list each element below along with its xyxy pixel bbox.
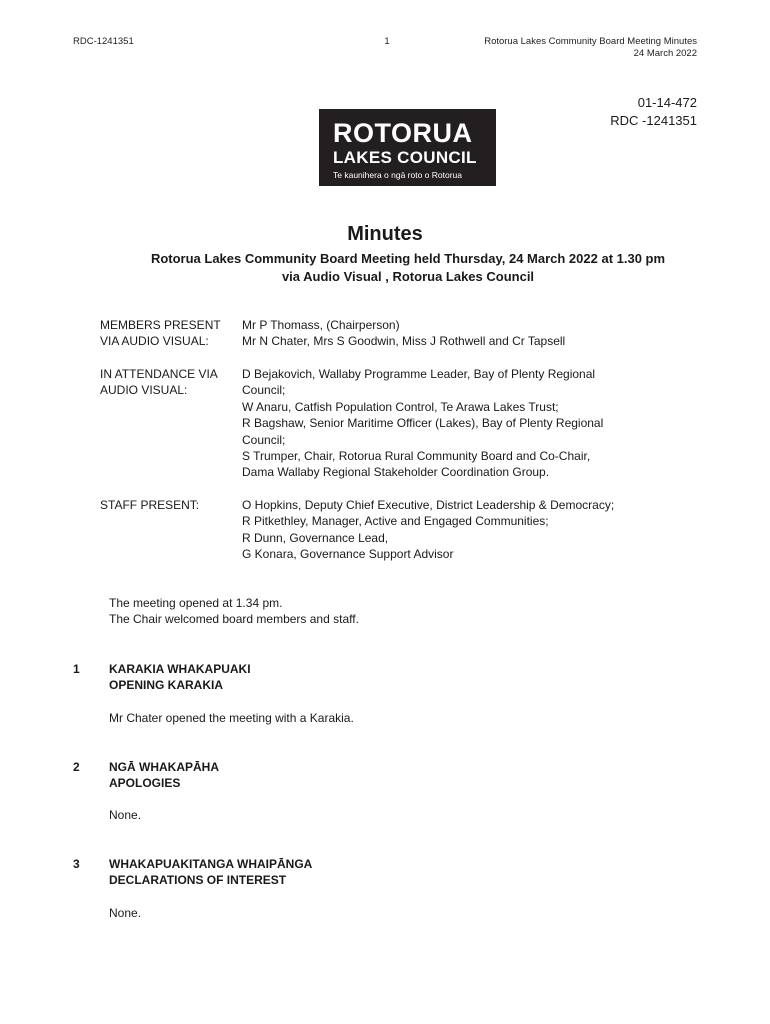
members-present-list	[242, 317, 682, 350]
section-heading-maori: KARAKIA WHAKAPUAKI	[109, 662, 251, 676]
page-title: Minutes	[347, 223, 423, 245]
logo-text-rotorua: ROTORUA	[333, 118, 473, 148]
section-heading	[109, 661, 251, 694]
header-title: Rotorua Lakes Community Board Meeting Minutes	[484, 36, 697, 47]
attendee-line: Council;	[242, 432, 286, 447]
section-body: Mr Chater opened the meeting with a Karakia.	[109, 711, 354, 725]
attendee-line: W Anaru, Catfish Population Control, Te Arawa Lakes Trust;	[242, 399, 559, 414]
council-logo	[319, 109, 496, 186]
staff-present-list	[242, 497, 682, 563]
subtitle-line-2: via Audio Visual , Rotorua Lakes Council	[281, 269, 535, 284]
logo-text-lakes-council: LAKES COUNCIL	[333, 148, 477, 167]
section-heading-maori: NGĀ WHAKAPĀHA	[109, 760, 219, 774]
staff-present-label	[100, 497, 235, 513]
attendee-line: R Pitkethley, Manager, Active and Engaged Communities;	[242, 514, 549, 529]
section-body: None.	[109, 808, 142, 822]
opening-paragraph	[109, 595, 359, 628]
attendee-line: Council;	[242, 383, 286, 398]
section-number: 3	[73, 857, 80, 871]
section-heading-english: APOLOGIES	[109, 776, 181, 791]
attendee-line: R Bagshaw, Senior Maritime Officer (Lakes), Bay of Plenty Regional	[242, 416, 604, 431]
members-present-label	[100, 317, 235, 350]
rdc-reference: RDC -1241351	[610, 113, 697, 128]
in-attendance-list	[242, 366, 682, 481]
label-line: IN ATTENDANCE VIA	[100, 367, 218, 381]
doc-title-header	[484, 36, 697, 60]
attendee-line: O Hopkins, Deputy Chief Executive, District Leadership & Democracy;	[242, 498, 615, 512]
header-date: 24 March 2022	[633, 48, 697, 59]
label-line: VIA AUDIO VISUAL:	[100, 334, 209, 349]
section-heading	[109, 856, 312, 889]
label-line: STAFF PRESENT:	[100, 498, 200, 512]
label-line: AUDIO VISUAL:	[100, 383, 188, 398]
attendee-line: G Konara, Governance Support Advisor	[242, 547, 454, 562]
opening-line: The Chair welcomed board members and staff.	[109, 612, 359, 627]
subtitle-line-1: Rotorua Lakes Community Board Meeting held Thursday, 24 March 2022 at 1.30 pm	[150, 251, 666, 266]
section-heading-english: OPENING KARAKIA	[109, 678, 224, 693]
attendee-line: R Dunn, Governance Lead,	[242, 530, 389, 545]
attendee-line: Mr P Thomass, (Chairperson)	[242, 318, 400, 332]
section-number: 1	[73, 662, 80, 676]
in-attendance-label	[100, 366, 235, 399]
attendee-line: S Trumper, Chair, Rotorua Rural Community Board and Co-Chair,	[242, 449, 591, 464]
page-number: 1	[384, 36, 390, 47]
section-body: None.	[109, 906, 142, 920]
section-heading	[109, 759, 219, 792]
doc-ref-header: RDC-1241351	[73, 36, 134, 47]
reference-numbers	[610, 94, 697, 130]
file-reference: 01-14-472	[637, 95, 697, 110]
attendee-line: Dama Wallaby Regional Stakeholder Coordination Group.	[242, 465, 550, 480]
attendee-line: D Bejakovich, Wallaby Programme Leader, Bay of Plenty Regional	[242, 367, 596, 381]
section-number: 2	[73, 760, 80, 774]
section-heading-english: DECLARATIONS OF INTEREST	[109, 873, 287, 888]
meeting-subtitle	[0, 250, 770, 286]
label-line: MEMBERS PRESENT	[100, 318, 221, 332]
section-heading-maori: WHAKAPUAKITANGA WHAIPĀNGA	[109, 857, 313, 871]
logo-text-tagline: Te kaunihera o ngā roto o Rotorua	[333, 170, 463, 180]
attendee-line: Mr N Chater, Mrs S Goodwin, Miss J Rothwell and Cr Tapsell	[242, 334, 566, 349]
opening-line: The meeting opened at 1.34 pm.	[109, 596, 283, 610]
